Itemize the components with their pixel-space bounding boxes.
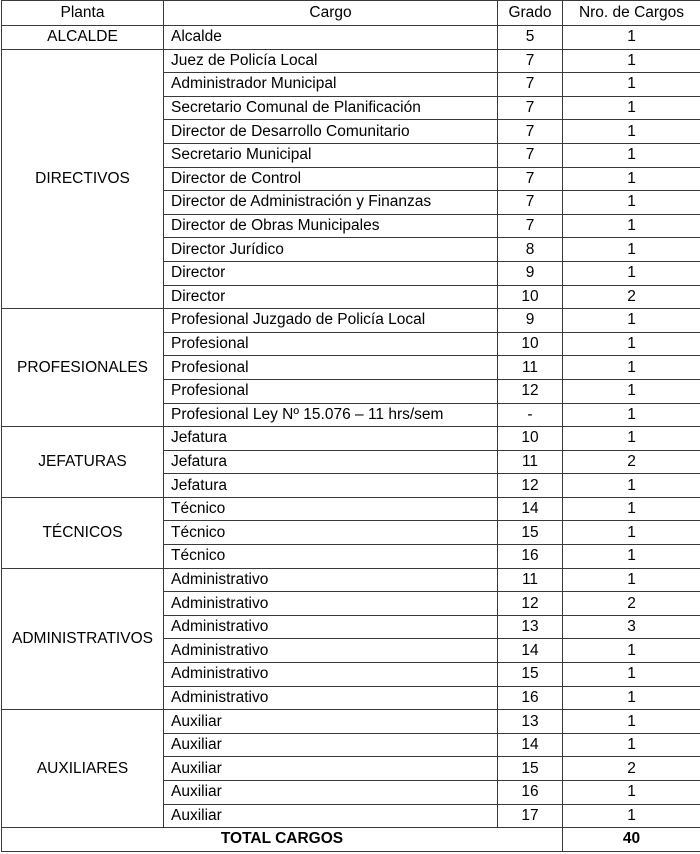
grado-cell: 15 xyxy=(498,521,563,545)
grado-cell: 7 xyxy=(498,96,563,120)
nro-cargos-cell: 1 xyxy=(563,191,700,215)
cargo-cell: Administrador Municipal xyxy=(164,73,498,97)
header-grado: Grado xyxy=(498,1,563,26)
grado-cell: 10 xyxy=(498,285,563,309)
grado-cell: 12 xyxy=(498,592,563,616)
nro-cargos-cell: 1 xyxy=(563,781,700,805)
grado-cell: 7 xyxy=(498,120,563,144)
nro-cargos-cell: 2 xyxy=(563,450,700,474)
nro-cargos-cell: 1 xyxy=(563,639,700,663)
cargo-cell: Secretario Municipal xyxy=(164,143,498,167)
cargo-cell: Auxiliar xyxy=(164,781,498,805)
grado-cell: 11 xyxy=(498,450,563,474)
cargo-cell: Administrativo xyxy=(164,639,498,663)
table-row xyxy=(2,26,700,50)
nro-cargos-cell: 1 xyxy=(563,96,700,120)
nro-cargos-cell: 1 xyxy=(563,497,700,521)
nro-cargos-cell: 1 xyxy=(563,332,700,356)
cargo-cell: Profesional Juzgado de Policía Local xyxy=(164,309,498,333)
nro-cargos-cell: 1 xyxy=(563,521,700,545)
cargo-cell: Director de Obras Municipales xyxy=(164,214,498,238)
cargo-cell: Director de Administración y Finanzas xyxy=(164,191,498,215)
nro-cargos-cell: 2 xyxy=(563,285,700,309)
table-row xyxy=(2,49,700,73)
cargo-cell: Técnico xyxy=(164,521,498,545)
table-row xyxy=(2,710,700,734)
grado-cell: 17 xyxy=(498,804,563,828)
grado-cell: 16 xyxy=(498,545,563,569)
cargos-table xyxy=(1,0,700,852)
nro-cargos-cell: 1 xyxy=(563,356,700,380)
grado-cell: 14 xyxy=(498,733,563,757)
cargo-cell: Jefatura xyxy=(164,450,498,474)
planta-cell: TÉCNICOS xyxy=(2,497,164,568)
nro-cargos-cell: 1 xyxy=(563,427,700,451)
cargo-cell: Secretario Comunal de Planificación xyxy=(164,96,498,120)
cargo-cell: Director Jurídico xyxy=(164,238,498,262)
total-row xyxy=(2,828,700,852)
grado-cell: - xyxy=(498,403,563,427)
grado-cell: 5 xyxy=(498,26,563,50)
nro-cargos-cell: 1 xyxy=(563,261,700,285)
cargo-cell: Administrativo xyxy=(164,568,498,592)
header-cargo: Cargo xyxy=(164,1,498,26)
grado-cell: 14 xyxy=(498,639,563,663)
planta-cell: ALCALDE xyxy=(2,26,164,50)
total-label: TOTAL CARGOS xyxy=(2,828,563,852)
nro-cargos-cell: 1 xyxy=(563,686,700,710)
table-row xyxy=(2,309,700,333)
grado-cell: 10 xyxy=(498,332,563,356)
table-body xyxy=(2,26,700,828)
nro-cargos-cell: 1 xyxy=(563,733,700,757)
nro-cargos-cell: 3 xyxy=(563,615,700,639)
cargo-cell: Auxiliar xyxy=(164,804,498,828)
planta-cell: PROFESIONALES xyxy=(2,309,164,427)
grado-cell: 11 xyxy=(498,356,563,380)
cargo-cell: Profesional xyxy=(164,356,498,380)
grado-cell: 15 xyxy=(498,663,563,687)
cargo-cell: Jefatura xyxy=(164,474,498,498)
grado-cell: 11 xyxy=(498,568,563,592)
nro-cargos-cell: 1 xyxy=(563,120,700,144)
planta-cell: JEFATURAS xyxy=(2,427,164,498)
cargo-cell: Auxiliar xyxy=(164,710,498,734)
cargo-cell: Administrativo xyxy=(164,615,498,639)
nro-cargos-cell: 1 xyxy=(563,545,700,569)
grado-cell: 8 xyxy=(498,238,563,262)
planta-cell: ADMINISTRATIVOS xyxy=(2,568,164,710)
grado-cell: 13 xyxy=(498,615,563,639)
cargo-cell: Profesional Ley Nº 15.076 – 11 hrs/sem xyxy=(164,403,498,427)
grado-cell: 9 xyxy=(498,309,563,333)
total-value: 40 xyxy=(563,828,700,852)
cargo-cell: Profesional xyxy=(164,332,498,356)
table-row xyxy=(2,568,700,592)
nro-cargos-cell: 1 xyxy=(563,238,700,262)
header-nro-cargos: Nro. de Cargos xyxy=(563,1,700,26)
grado-cell: 13 xyxy=(498,710,563,734)
nro-cargos-cell: 1 xyxy=(563,710,700,734)
grado-cell: 7 xyxy=(498,73,563,97)
cargo-cell: Director de Control xyxy=(164,167,498,191)
grado-cell: 16 xyxy=(498,686,563,710)
cargo-cell: Director xyxy=(164,285,498,309)
nro-cargos-cell: 1 xyxy=(563,379,700,403)
cargo-cell: Técnico xyxy=(164,497,498,521)
grado-cell: 12 xyxy=(498,474,563,498)
nro-cargos-cell: 1 xyxy=(563,568,700,592)
nro-cargos-cell: 2 xyxy=(563,757,700,781)
cargo-cell: Administrativo xyxy=(164,592,498,616)
nro-cargos-cell: 1 xyxy=(563,26,700,50)
cargo-cell: Técnico xyxy=(164,545,498,569)
nro-cargos-cell: 1 xyxy=(563,49,700,73)
cargo-cell: Juez de Policía Local xyxy=(164,49,498,73)
header-row xyxy=(2,1,700,26)
grado-cell: 10 xyxy=(498,427,563,451)
nro-cargos-cell: 1 xyxy=(563,143,700,167)
nro-cargos-cell: 1 xyxy=(563,403,700,427)
grado-cell: 15 xyxy=(498,757,563,781)
cargo-cell: Profesional xyxy=(164,379,498,403)
nro-cargos-cell: 1 xyxy=(563,663,700,687)
planta-cell: DIRECTIVOS xyxy=(2,49,164,309)
cargo-cell: Auxiliar xyxy=(164,757,498,781)
cargo-cell: Director de Desarrollo Comunitario xyxy=(164,120,498,144)
header-planta: Planta xyxy=(2,1,164,26)
table-row xyxy=(2,497,700,521)
grado-cell: 7 xyxy=(498,214,563,238)
grado-cell: 7 xyxy=(498,49,563,73)
nro-cargos-cell: 2 xyxy=(563,592,700,616)
nro-cargos-cell: 1 xyxy=(563,804,700,828)
cargo-cell: Alcalde xyxy=(164,26,498,50)
cargo-cell: Auxiliar xyxy=(164,733,498,757)
cargo-cell: Director xyxy=(164,261,498,285)
grado-cell: 12 xyxy=(498,379,563,403)
nro-cargos-cell: 1 xyxy=(563,214,700,238)
nro-cargos-cell: 1 xyxy=(563,309,700,333)
nro-cargos-cell: 1 xyxy=(563,474,700,498)
planta-cell: AUXILIARES xyxy=(2,710,164,828)
cargo-cell: Administrativo xyxy=(164,686,498,710)
nro-cargos-cell: 1 xyxy=(563,73,700,97)
grado-cell: 7 xyxy=(498,143,563,167)
grado-cell: 14 xyxy=(498,497,563,521)
nro-cargos-cell: 1 xyxy=(563,167,700,191)
grado-cell: 7 xyxy=(498,167,563,191)
grado-cell: 16 xyxy=(498,781,563,805)
grado-cell: 7 xyxy=(498,191,563,215)
table-row xyxy=(2,427,700,451)
grado-cell: 9 xyxy=(498,261,563,285)
cargo-cell: Jefatura xyxy=(164,427,498,451)
cargo-cell: Administrativo xyxy=(164,663,498,687)
